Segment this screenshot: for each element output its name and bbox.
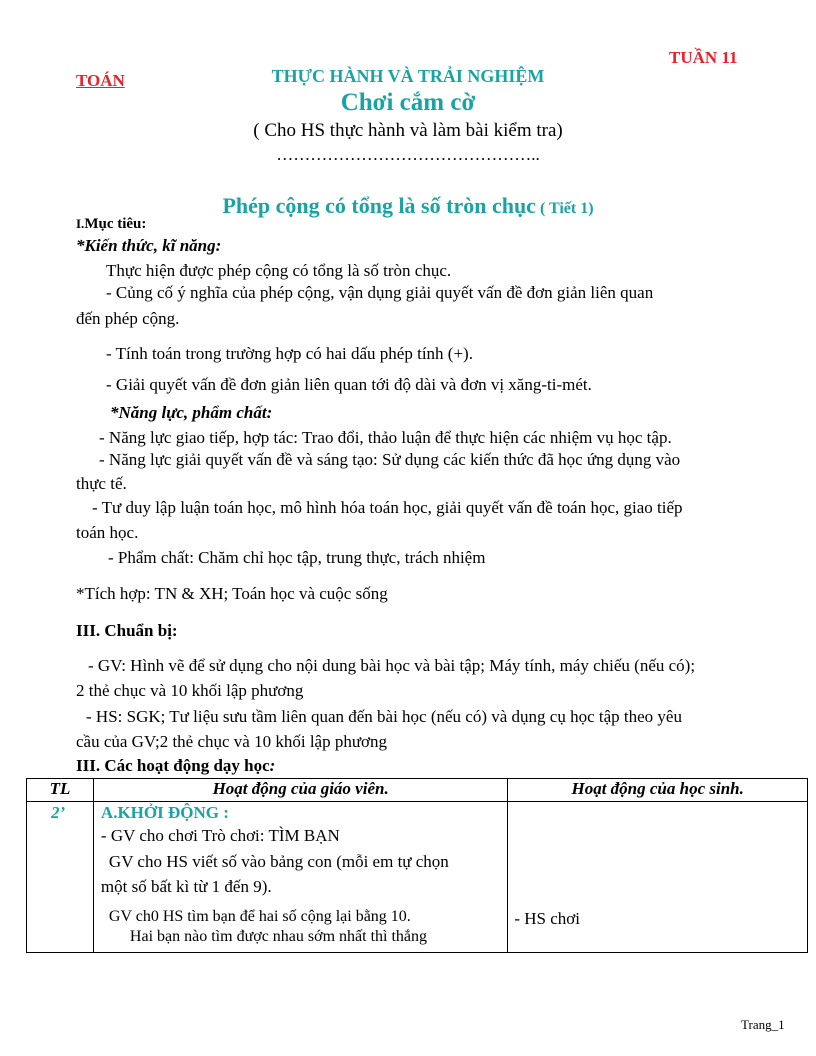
row1-teacher-2b: một số bất kì từ 1 đến 9). — [100, 877, 272, 896]
activities-heading-text: III. Các hoạt động dạy học — [76, 756, 270, 775]
competency-item-2b: thực tế. — [76, 474, 127, 493]
row1-teacher-2a: GV cho HS viết số vào bảng con (mỗi em tự chọn — [108, 852, 449, 871]
table-row — [27, 802, 808, 953]
knowledge-item-2a: - Củng cố ý nghĩa của phép cộng, vận dụng giải quyết vấn đề đơn giản liên quan — [106, 283, 654, 302]
integration-note: *Tích hợp: TN & XH; Toán học và cuộc sống — [76, 584, 388, 603]
preparation-gv-a: - GV: Hình vẽ để sử dụng cho nội dung bài học và bài tập; Máy tính, máy chiếu (nếu có); — [88, 656, 696, 675]
col-header-teacher: Hoạt động của giáo viên. — [93, 779, 507, 802]
activity-title: Chơi cắm cờ — [340, 89, 476, 116]
activities-heading-colon: : — [269, 756, 276, 775]
subject-label: TOÁN — [76, 71, 125, 90]
row1-student: - HS chơi — [514, 909, 581, 928]
preparation-hs-b: cầu của GV;2 thẻ chục và 10 khối lập phương — [76, 732, 388, 751]
row1-title: A.KHỞI ĐỘNG : — [100, 803, 229, 822]
knowledge-item-2b: đến phép cộng. — [76, 309, 180, 328]
competency-item-3a: - Tư duy lập luận toán học, mô hình hóa toán học, giải quyết vấn đề toán học, giao tiếp — [92, 498, 683, 517]
preparation-hs-a: - HS: SGK; Tư liệu sưu tầm liên quan đến bài học (nếu có) và dụng cụ học tập theo yêu — [86, 707, 682, 726]
activities-heading — [76, 756, 275, 776]
activities-table — [26, 778, 808, 953]
col-header-tl: TL — [27, 779, 94, 802]
objectives-heading-num: I. — [76, 216, 85, 231]
objectives-heading — [76, 216, 146, 233]
lesson-title: Phép cộng có tổng là số tròn chục — [222, 193, 536, 218]
cell-student — [508, 802, 808, 953]
competency-item-1: - Năng lực giao tiếp, hợp tác: Trao đổi, thảo luận để thực hiện các nhiệm vụ học tập. — [99, 428, 672, 447]
cell-time — [27, 802, 94, 953]
knowledge-item-3: - Tính toán trong trường hợp có hai dấu phép tính (+). — [106, 344, 473, 363]
page-number: Trang_1 — [741, 1017, 785, 1032]
row1-teacher-1: - GV cho chơi Trò chơi: TÌM BẠN — [100, 826, 340, 845]
lesson-period: ( Tiết 1) — [539, 200, 594, 217]
section-title: THỰC HÀNH VÀ TRẢI NGHIỆM — [271, 66, 545, 86]
knowledge-item-1: Thực hiện được phép cộng có tổng là số tròn chục. — [106, 261, 452, 280]
competency-item-4: - Phẩm chất: Chăm chỉ học tập, trung thực, trách nhiệm — [108, 548, 486, 567]
table-header-row — [27, 779, 808, 802]
activity-note: ( Cho HS thực hành và làm bài kiểm tra) — [253, 120, 563, 141]
row1-teacher-3b: Hai bạn nào tìm được nhau sớm nhất thì thắng — [129, 928, 428, 945]
knowledge-item-4: - Giải quyết vấn đề đơn giản liên quan tới độ dài và đơn vị xăng-ti-mét. — [106, 375, 592, 394]
competency-item-2a: - Năng lực giải quyết vấn đề và sáng tạo: Sử dụng các kiến thức đã học ứng dụng vào — [99, 450, 681, 469]
preparation-heading: III. Chuẩn bị: — [76, 621, 178, 640]
dots-separator: ……………………………………….. — [276, 145, 540, 164]
week-label: TUẦN 11 — [669, 48, 738, 67]
knowledge-heading: *Kiến thức, kĩ năng: — [76, 236, 222, 255]
objectives-heading-text: Mục tiêu: — [84, 216, 147, 232]
competency-item-3b: toán học. — [76, 523, 139, 542]
col-header-student: Hoạt động của học sinh. — [508, 779, 808, 802]
row1-teacher-3a: GV ch0 HS tìm bạn để hai số cộng lại bằng 10. — [108, 908, 411, 925]
competency-heading: *Năng lực, phẩm chất: — [110, 403, 273, 422]
preparation-gv-b: 2 thẻ chục và 10 khối lập phương — [76, 681, 304, 700]
row1-time: 2’ — [51, 803, 66, 822]
cell-teacher — [93, 802, 507, 953]
